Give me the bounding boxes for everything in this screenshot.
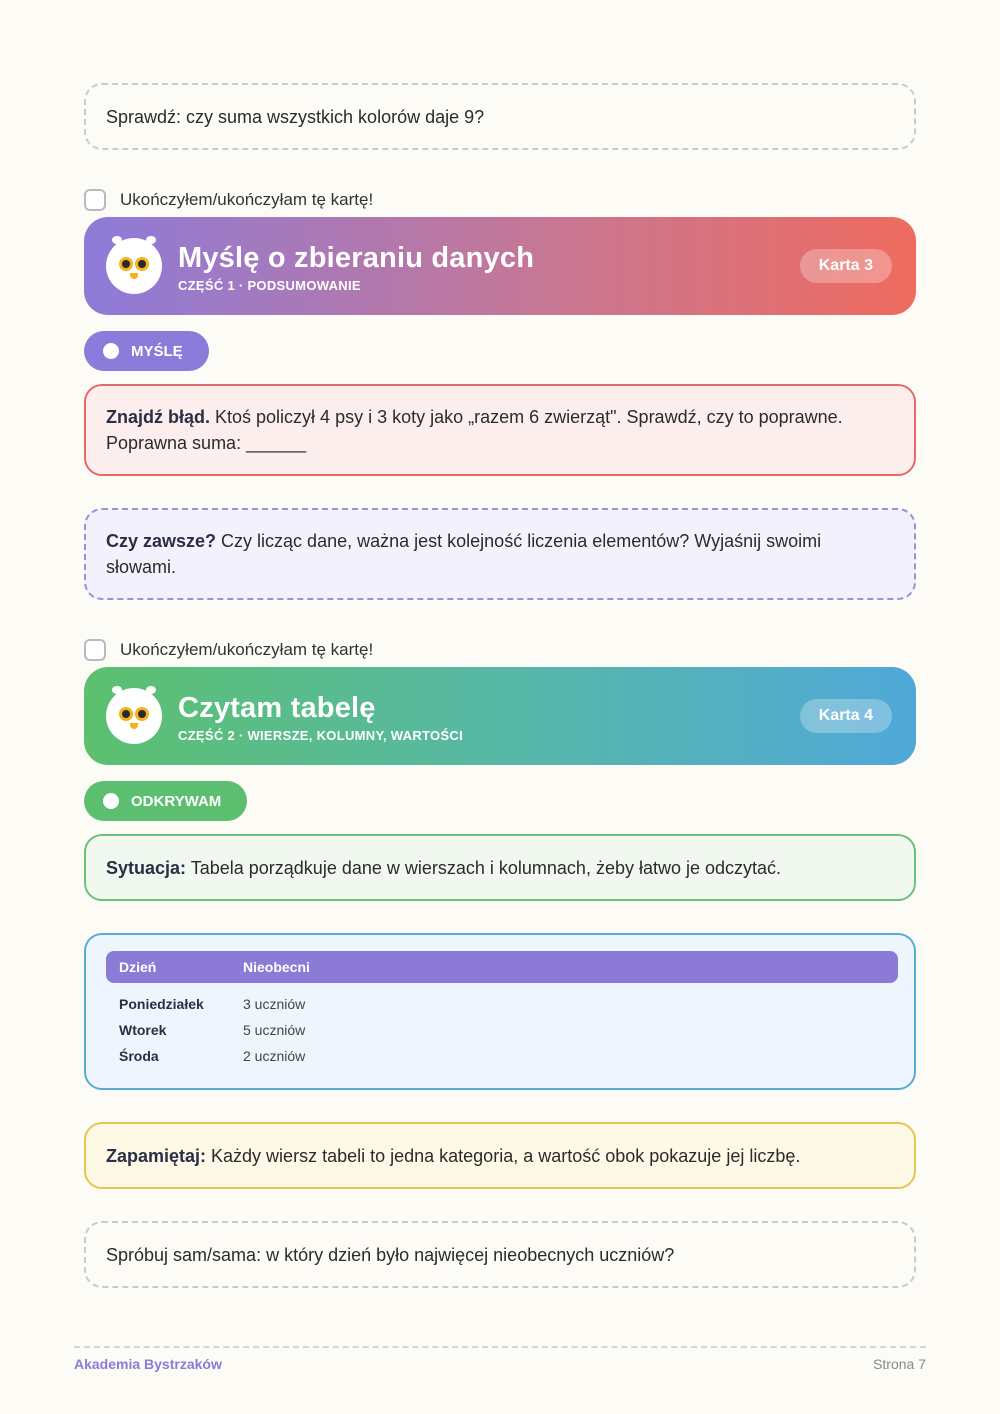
table-row: [106, 1017, 898, 1043]
card3-subtitle: CZĘŚĆ 1 · PODSUMOWANIE: [178, 277, 361, 293]
pill-dot-icon: [103, 793, 119, 809]
footer-divider: [74, 1346, 926, 1348]
pill-mysle: [84, 331, 209, 371]
table-cell-absent: 3 uczniów: [243, 996, 306, 1012]
top-note-text: Sprawdź: czy suma wszystkich kolorów daje 9?: [106, 106, 485, 127]
situation-box: [84, 834, 916, 901]
pill-mysle-label: MYŚLĘ: [131, 342, 183, 360]
card3-complete-row[interactable]: [84, 187, 373, 213]
table-cell-day: Środa: [119, 1048, 159, 1064]
card4-banner: [84, 667, 916, 765]
remember-box: [84, 1122, 916, 1189]
always-question-text: Czy licząc dane, ważna jest kolejność liczenia elementów? Wyjaśnij swoimi słowami.: [106, 531, 822, 577]
top-note: [84, 83, 916, 150]
table-cell-absent: 5 uczniów: [243, 1022, 306, 1038]
table-header-row: [106, 951, 898, 983]
situation-heading: Sytuacja:: [106, 857, 187, 878]
pill-odkrywam: [84, 781, 247, 821]
table-header-absent: Nieobecni: [243, 959, 310, 975]
table-cell-day: Poniedziałek: [119, 996, 204, 1012]
find-error-box: [84, 384, 916, 476]
absence-table-box: [84, 933, 916, 1090]
pill-odkrywam-label: ODKRYWAM: [131, 792, 222, 810]
card3-banner: [84, 217, 916, 315]
card4-badge: Karta 4: [800, 699, 892, 733]
pill-dot-icon: [103, 343, 119, 359]
card4-subtitle: CZĘŚĆ 2 · WIERSZE, KOLUMNY, WARTOŚCI: [178, 727, 464, 743]
table-header-day: Dzień: [119, 959, 157, 975]
situation-text: Tabela porządkuje dane w wierszach i kolumnach, żeby łatwo je odczytać.: [186, 857, 782, 878]
card3-title: Myślę o zbieraniu danych: [178, 241, 535, 274]
table-row: [106, 1043, 898, 1069]
find-error-answer-line: Poprawna suma: ______: [106, 433, 307, 453]
try-note-text: Spróbuj sam/sama: w który dzień było najwięcej nieobecnych uczniów?: [106, 1244, 675, 1265]
always-question-box: [84, 508, 916, 600]
remember-heading: Zapamiętaj:: [106, 1145, 207, 1166]
card4-complete-row[interactable]: [84, 637, 373, 663]
table-row: [106, 991, 898, 1017]
card3-complete-checkbox[interactable]: [84, 189, 106, 211]
table-cell-absent: 2 uczniów: [243, 1048, 306, 1064]
footer-page-number: Strona 7: [873, 1356, 926, 1372]
find-error-heading: Znajdź błąd.: [106, 407, 211, 427]
card3-badge: Karta 3: [800, 249, 892, 283]
remember-text: Każdy wiersz tabeli to jedna kategoria, a wartość obok pokazuje jej liczbę.: [206, 1145, 801, 1166]
find-error-text: Ktoś policzył 4 psy i 3 koty jako „razem 6 zwierząt". Sprawdź, czy to poprawne.: [210, 407, 843, 427]
try-note: [84, 1221, 916, 1288]
owl-mascot-icon: [106, 688, 162, 744]
card4-complete-label: Ukończyłem/ukończyłam tę kartę!: [120, 640, 374, 659]
card4-complete-checkbox[interactable]: [84, 639, 106, 661]
always-question-heading: Czy zawsze?: [106, 531, 217, 551]
card4-title: Czytam tabelę: [178, 691, 376, 724]
card3-complete-label: Ukończyłem/ukończyłam tę kartę!: [120, 190, 374, 209]
table-cell-day: Wtorek: [119, 1022, 167, 1038]
footer-brand: Akademia Bystrzaków: [74, 1356, 222, 1372]
owl-mascot-icon: [106, 238, 162, 294]
